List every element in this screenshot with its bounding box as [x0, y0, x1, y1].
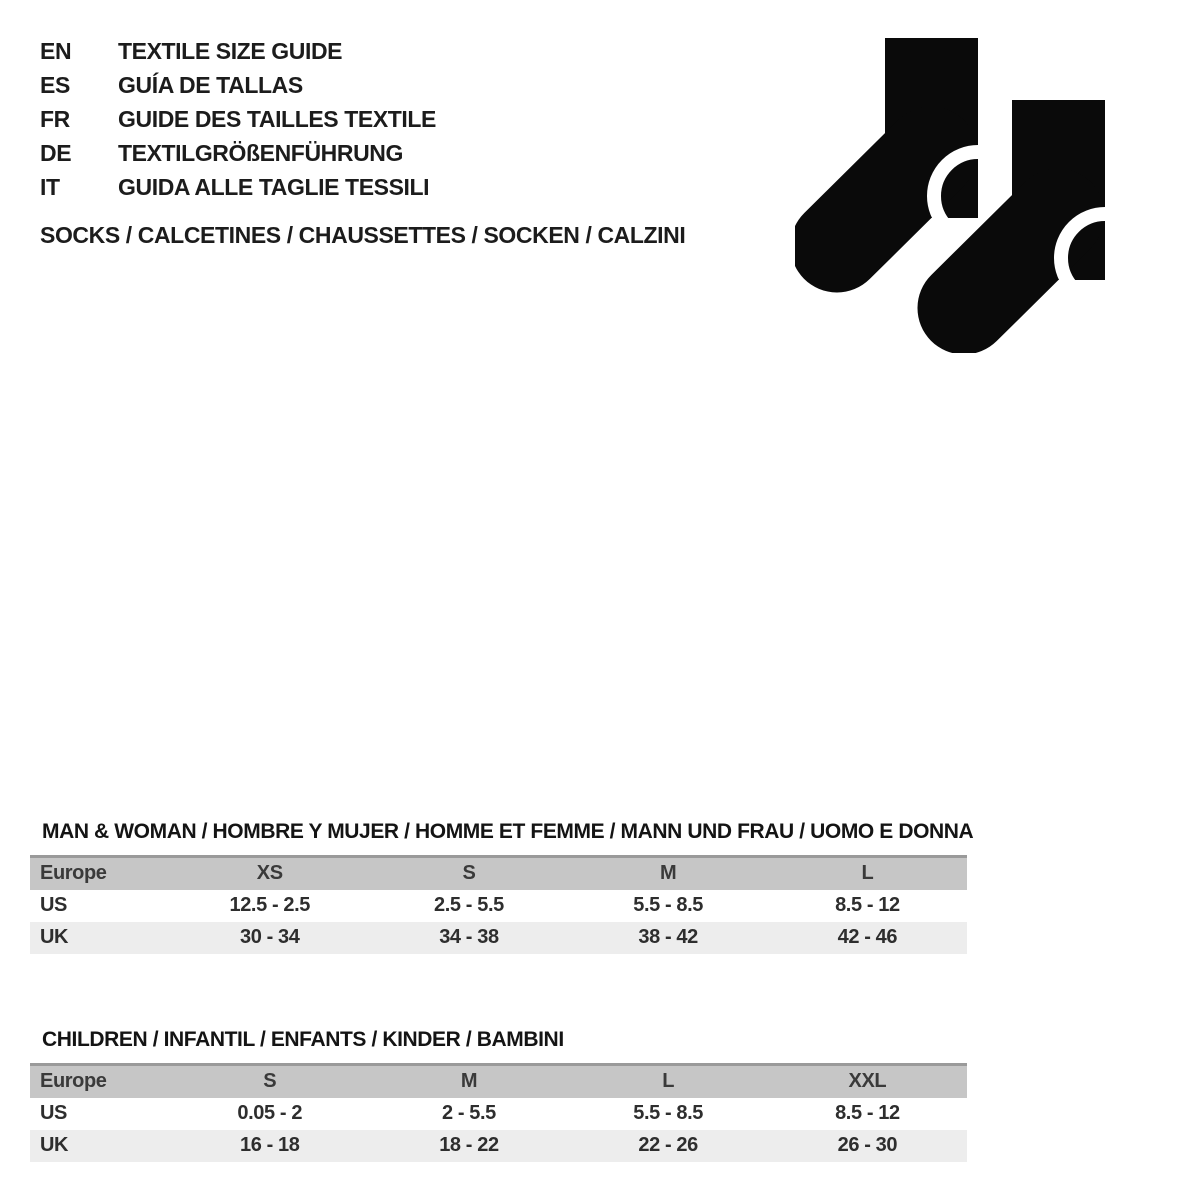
language-code: ES	[40, 71, 70, 98]
row-label: UK	[40, 1134, 69, 1156]
children-size-table	[30, 1063, 967, 1162]
language-code: EN	[40, 37, 72, 64]
size-value: 0.05 - 2	[237, 1102, 303, 1124]
language-code: DE	[40, 139, 72, 166]
table-header-row	[30, 1065, 967, 1098]
size-value: 42 - 46	[837, 926, 898, 948]
size-value: 22 - 26	[638, 1134, 698, 1156]
language-row-de	[40, 136, 436, 170]
column-header-s: S	[462, 862, 476, 885]
row-label: US	[40, 1102, 67, 1124]
language-label: GUÍA DE TALLAS	[118, 71, 303, 98]
category-line: SOCKS / CALCETINES / CHAUSSETTES / SOCKEN / CALZINI	[40, 222, 686, 248]
size-value: 38 - 42	[638, 926, 698, 948]
size-value: 16 - 18	[240, 1134, 300, 1156]
column-header-europe: Europe	[40, 862, 107, 885]
socks-icon	[795, 18, 1125, 353]
language-label: GUIDA ALLE TAGLIE TESSILI	[118, 173, 430, 200]
column-header-europe: Europe	[40, 1070, 107, 1093]
column-header-l: L	[861, 862, 874, 885]
size-value: 26 - 30	[837, 1134, 898, 1156]
table-header-row	[30, 857, 967, 890]
language-code: FR	[40, 105, 70, 132]
size-value: 2.5 - 5.5	[434, 894, 504, 916]
man-woman-section-title: MAN & WOMAN / HOMBRE Y MUJER / HOMME ET FEMME / MANN UND FRAU / UOMO E DONNA	[42, 820, 974, 843]
table-row-us	[30, 1098, 967, 1130]
column-header-l: L	[662, 1070, 675, 1093]
size-value: 5.5 - 8.5	[633, 894, 704, 916]
language-list	[40, 34, 436, 204]
language-label: TEXTILGRÖßENFÜHRUNG	[118, 139, 403, 166]
column-header-xs: XS	[256, 862, 283, 885]
size-value: 2 - 5.5	[441, 1102, 496, 1124]
table-row-uk	[30, 922, 967, 954]
language-row-fr	[40, 102, 436, 136]
table-row-us	[30, 890, 967, 922]
size-value: 5.5 - 8.5	[633, 1102, 704, 1124]
language-label: TEXTILE SIZE GUIDE	[118, 37, 343, 64]
language-label: GUIDE DES TAILLES TEXTILE	[118, 105, 436, 132]
language-code: IT	[40, 173, 60, 200]
column-header-s: S	[263, 1070, 277, 1093]
size-value: 8.5 - 12	[835, 1102, 900, 1124]
row-label: US	[40, 894, 67, 916]
size-value: 12.5 - 2.5	[229, 894, 310, 916]
row-label: UK	[40, 926, 69, 948]
table-row-uk	[30, 1130, 967, 1162]
language-row-en	[40, 34, 436, 68]
size-value: 18 - 22	[439, 1134, 499, 1156]
size-value: 30 - 34	[240, 926, 300, 948]
language-row-es	[40, 68, 436, 102]
size-value: 34 - 38	[439, 926, 499, 948]
column-header-xxl: XXL	[848, 1070, 887, 1093]
man-woman-size-table	[30, 855, 967, 954]
column-header-m: M	[660, 862, 677, 885]
children-section-title: CHILDREN / INFANTIL / ENFANTS / KINDER / BAMBINI	[42, 1028, 564, 1051]
column-header-m: M	[460, 1070, 478, 1093]
socks-icon-svg	[795, 18, 1125, 353]
language-row-it	[40, 170, 436, 204]
size-value: 8.5 - 12	[835, 894, 900, 916]
